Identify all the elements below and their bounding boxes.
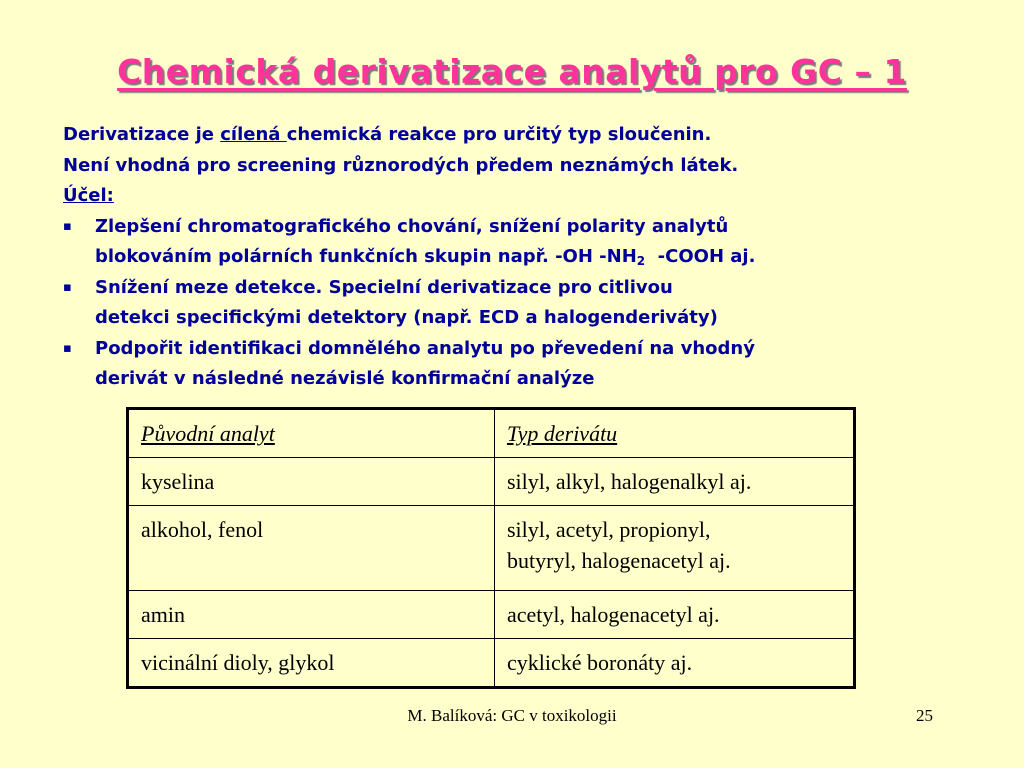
intro-line-1-underlined: cílená <box>220 124 287 145</box>
analyte-cell: alkohol, fenol <box>128 506 495 591</box>
bullet-1-line-1: Zlepšení chromatografického chování, snížení polarity analytů <box>95 215 729 237</box>
bullet-2-line-1: Snížení meze detekce. Specielní derivatizace pro citlivou <box>95 276 673 298</box>
header-original-analyte: Původní analyt <box>128 409 495 458</box>
derivatization-table <box>126 407 856 689</box>
header-derivative-type: Typ derivátu <box>495 409 855 458</box>
square-bullet-icon: ▪ <box>63 340 72 356</box>
intro-line-2: Není vhodná pro screening různorodých předem neznámých látek. <box>63 154 739 176</box>
footer-author: M. Balíková: GC v toxikologii <box>407 706 617 725</box>
analyte-cell: vicinální dioly, glykol <box>128 639 495 688</box>
bullet-item-3 <box>63 334 1003 395</box>
derivative-cell: acetyl, halogenacetyl aj. <box>495 591 855 639</box>
derivative-cell: silyl, alkyl, halogenalkyl aj. <box>495 458 855 506</box>
table-row <box>128 591 855 639</box>
bullet-item-1 <box>63 212 1003 273</box>
table-header-row <box>128 409 855 458</box>
table-row <box>128 639 855 688</box>
bullet-item-text <box>95 212 755 273</box>
bullet-1-line-2-start: blokováním polárních funkčních skupin např. -OH -NH <box>95 246 637 267</box>
bullet-1-line-2 <box>95 242 755 273</box>
bullet-3-line-1: Podpořit identifikaci domnělého analytu po převedení na vhodný <box>95 337 755 359</box>
table-row <box>128 458 855 506</box>
nh2-subscript: 2 <box>636 254 646 268</box>
table-row <box>128 506 855 591</box>
bullet-1-line-2-end: -COOH aj. <box>645 246 756 267</box>
slide-body <box>63 120 1003 395</box>
bullet-item-2 <box>63 273 1003 334</box>
intro-line-1-end: chemická reakce pro určitý typ sloučenin. <box>286 124 712 145</box>
bullet-2-line-2: detekci specifickými detektory (např. ECD a halogenderiváty) <box>95 307 718 328</box>
derivative-line-1: silyl, acetyl, propionyl, <box>507 517 711 542</box>
bullet-item-text <box>95 334 755 395</box>
square-bullet-icon: ▪ <box>63 218 72 234</box>
purpose-label: Účel: <box>63 185 114 206</box>
square-bullet-icon: ▪ <box>63 279 72 295</box>
page-number: 25 <box>916 706 933 725</box>
derivative-cell: cyklické boronáty aj. <box>495 639 855 688</box>
analyte-cell: amin <box>128 591 495 639</box>
analyte-cell: kyselina <box>128 458 495 506</box>
bullet-3-line-2: derivát v následné nezávislé konfirmační analýze <box>95 368 595 389</box>
derivative-cell <box>495 506 855 591</box>
slide-title: Chemická derivatizace analytů pro GC – 1 <box>117 52 907 91</box>
intro-line-1 <box>63 120 1003 151</box>
bullet-list <box>63 212 1003 395</box>
derivative-line-2: butyryl, halogenacetyl aj. <box>507 548 731 573</box>
bullet-item-text <box>95 273 718 334</box>
intro-line-1-start: Derivatizace je <box>63 124 221 145</box>
